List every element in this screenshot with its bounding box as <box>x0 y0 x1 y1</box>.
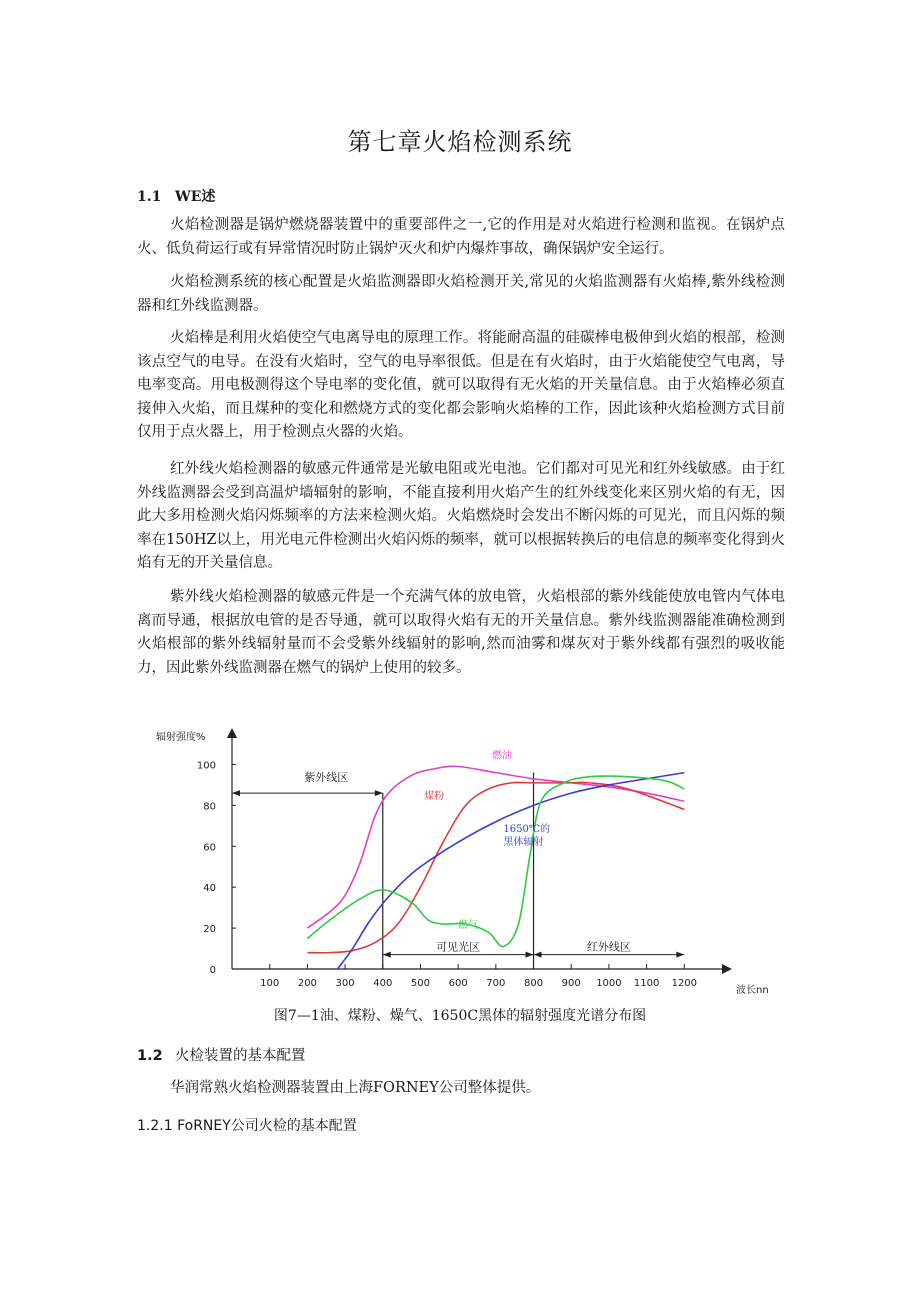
section-number: 1.1 <box>137 189 162 205</box>
y-tick-label: 80 <box>203 801 216 813</box>
paragraph-3: 火焰棒是利用火焰使空气电离导电的原理工作。将能耐高温的硅碳棒电极伸到火焰的根部，检测该点空气的电导。在没有火焰时，空气的电导率很低。但是在有火焰时，由于火焰能使空气电离，导电率变高。用电极测得这个导电率的变化值，就可以取得有无火焰的开关量信息。由于火焰棒必须直接伸入火焰，而且煤种的变化和燃烧方式的变化都会影响火焰棒的工作，因此该种火焰检测方式目前仅用于点火器上，用于检测点火器的火焰。 <box>137 330 785 441</box>
series-label-oil: 燃油 <box>492 750 513 762</box>
section-heading-1-2 <box>137 1044 306 1065</box>
region-arrow <box>534 952 542 958</box>
x-tick-label: 300 <box>335 978 355 989</box>
figure-caption: 图7—1油、煤粉、燥气、1650C黑体的辐射强度光谱分布图 <box>273 1008 647 1024</box>
paragraph-6: 华润常熟火焰检测器装置由上海FORNEY公司整体提供。 <box>170 1080 541 1096</box>
section-number: 1.2 <box>137 1048 163 1064</box>
chart-labels <box>424 748 550 931</box>
section-number: 1.2.1 <box>137 1118 173 1134</box>
region-arrow <box>676 952 684 958</box>
region-label-visible: 可见光区 <box>436 940 481 954</box>
series-line-gas <box>307 776 684 947</box>
x-tick-label: 1100 <box>633 978 660 989</box>
chart-series <box>307 766 684 969</box>
y-tick-label: 60 <box>203 842 216 854</box>
y-axis-arrow <box>227 728 237 738</box>
region-arrow <box>375 790 383 796</box>
x-axis-label: 波长nn <box>736 985 769 994</box>
spectrum-chart <box>150 722 770 994</box>
x-tick-label: 100 <box>260 978 280 989</box>
section-heading-1-1 <box>137 186 215 206</box>
section-title: 火检装置的基本配置 <box>175 1048 306 1064</box>
region-label-uv: 紫外线区 <box>304 770 349 784</box>
paragraph-1: 火焰检测器是锅炉燃烧器装置中的重要部件之一,它的作用是对火焰进行检测和监视。在锅炉点火、低负荷运行或有异常情况时防止锅炉灭火和炉内爆炸事故，确保锅炉安全运行。 <box>137 217 785 257</box>
x-axis-arrow <box>722 964 732 974</box>
series-label-gas: 燃气 <box>458 920 479 932</box>
x-tick-label: 400 <box>373 978 393 989</box>
region-label-ir: 红外线区 <box>586 940 631 954</box>
chart-regions <box>232 770 684 969</box>
x-tick-label: 800 <box>523 978 544 989</box>
series-label-blackbody: 1650℃的 <box>503 823 551 835</box>
section-title: WE述 <box>175 189 216 205</box>
section-heading-1-2-1 <box>137 1115 357 1135</box>
y-tick-label: 20 <box>203 924 216 936</box>
x-tick-label: 1200 <box>671 978 698 989</box>
x-tick-label: 500 <box>410 978 431 989</box>
x-tick-label: 700 <box>486 978 506 989</box>
y-tick-label: 40 <box>203 883 216 895</box>
series-line-oil <box>307 766 684 928</box>
paragraph-2: 火焰检测系统的核心配置是火焰监测器即火焰检测开关,常见的火焰监测器有火焰棒,紫外线检测器和红外线监测器。 <box>137 274 785 314</box>
region-arrow <box>383 952 391 958</box>
region-arrow <box>526 952 534 958</box>
paragraph-5: 紫外线火焰检测器的敏感元件是一个充满气体的放电管，火焰根部的紫外线能使放电管内气体电离而导通，根据放电管的是否导通，就可以取得火焰有无的开关量信息。紫外线监测器能准确检测到火焰根部的紫外线辐射量而不会受紫外线辐射的影响,然而油雾和煤灰对于紫外线都有强烈的吸收能力，因此紫外线监测器在燃气的锅炉上使用的较多。 <box>137 589 785 676</box>
series-label-coal: 煤粉 <box>424 791 445 803</box>
x-tick-label: 1000 <box>596 978 622 989</box>
y-axis-label: 辐射强度% <box>156 732 206 743</box>
series-label-blackbody: 黑体辐射 <box>503 836 544 848</box>
y-tick-label: 100 <box>196 760 216 772</box>
y-tick-label: 0 <box>209 965 216 976</box>
series-line-coal <box>307 782 684 952</box>
page-title: 第七章火焰检测系统 <box>347 128 573 156</box>
x-tick-label: 200 <box>297 978 317 989</box>
section-title: FoRNEY公司火检的基本配置 <box>177 1118 357 1134</box>
x-tick-label: 900 <box>561 978 581 989</box>
x-tick-label: 600 <box>448 978 468 989</box>
paragraph-4: 红外线火焰检测器的敏感元件通常是光敏电阻或光电池。它们都对可见光和红外线敏感。由于红外线监测器会受到高温炉墙辐射的影响，不能直接利用火焰产生的红外线变化来区别火焰的有无，因此大多用检测火焰闪烁频率的方法来检测火焰。火焰燃烧时会发出不断闪烁的可见光，而且闪烁的频率在150HZ以上，用光电元件检测出火焰闪烁的频率，就可以根据转换后的电信息的频率变化得到火焰有无的开关量信息。 <box>137 461 785 572</box>
region-arrow <box>232 790 240 796</box>
